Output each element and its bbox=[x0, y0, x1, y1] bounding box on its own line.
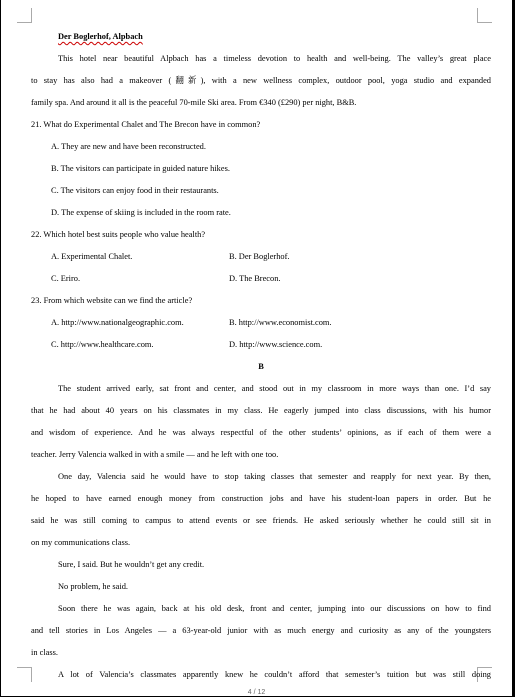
option: A. http://www.nationalgeographic.com. bbox=[51, 318, 184, 327]
page-content bbox=[31, 26, 491, 686]
passage-line: A lot of Valencia’s classmates apparently knew he couldn’t afford that semester’s tuition but was still doing bbox=[58, 670, 491, 679]
option: C. The visitors can enjoy food in their restaurants. bbox=[51, 186, 219, 195]
option-row bbox=[31, 246, 491, 268]
passage-line: Soon there he was again, back at his old desk, front and center, jumping into our discussions on how to find bbox=[58, 604, 491, 613]
passage-line: teacher. Jerry Valencia walked in with a smile — and he left with one too. bbox=[31, 450, 279, 459]
question-22: 22. Which hotel best suits people who value health? bbox=[31, 230, 206, 239]
crop-mark bbox=[17, 8, 32, 23]
crop-mark bbox=[17, 667, 32, 682]
passage-line: to stay has also had a makeover (翻新), with a new wellness complex, outdoor pool, yoga studio and expanded bbox=[31, 76, 491, 85]
page-number: 4 / 12 bbox=[247, 689, 266, 696]
question-21: 21. What do Experimental Chalet and The Brecon have in common? bbox=[31, 120, 261, 129]
passage-line: that he had about 40 years on his classmates in my class. He eagerly jumped into class discussions, with his humor bbox=[31, 406, 491, 415]
option: D. http://www.science.com. bbox=[229, 340, 323, 349]
passage-line: This hotel near beautiful Alpbach has a timeless devotion to health and well-being. The valley’s great place bbox=[58, 54, 491, 63]
option-row bbox=[31, 334, 491, 356]
passage-line: One day, Valencia said he would have to stop taking classes that semester and reapply for next year. By then, bbox=[58, 472, 491, 481]
section-heading: B bbox=[258, 362, 264, 371]
passage-line: on my communications class. bbox=[31, 538, 131, 547]
option: D. The expense of skiing is included in the room rate. bbox=[51, 208, 231, 217]
passage-line: said he was still coming to campus to attend events or see friends. He asked seriously whether he could still sit in bbox=[31, 516, 491, 525]
passage-line: and wisdom of experience. And he was always respectful of the other students’ opinions, as if each of them were a bbox=[31, 428, 491, 437]
crop-mark bbox=[477, 8, 492, 23]
option-row bbox=[31, 268, 491, 290]
option: B. http://www.economist.com. bbox=[229, 318, 332, 327]
option-row bbox=[31, 312, 491, 334]
passage-line: The student arrived early, sat front and center, and stood out in my classroom in more ways than one. I’d say bbox=[58, 384, 491, 393]
option: B. Der Boglerhof. bbox=[229, 252, 290, 261]
passage-title: Der Boglerhof, Alpbach bbox=[58, 32, 143, 41]
passage-line: he hoped to have earned enough money from construction jobs and have his student-loan papers in order. But he bbox=[31, 494, 491, 503]
option: C. Eriro. bbox=[51, 274, 81, 283]
option: B. The visitors can participate in guided nature hikes. bbox=[51, 164, 230, 173]
question-23: 23. From which website can we find the article? bbox=[31, 296, 193, 305]
option: D. The Brecon. bbox=[229, 274, 281, 283]
passage-line: in class. bbox=[31, 648, 58, 657]
passage-line: Sure, I said. But he wouldn’t get any credit. bbox=[58, 560, 205, 569]
passage-line: No problem, he said. bbox=[58, 582, 129, 591]
option: A. Experimental Chalet. bbox=[51, 252, 133, 261]
option: C. http://www.healthcare.com. bbox=[51, 340, 154, 349]
option: A. They are new and have been reconstructed. bbox=[51, 142, 206, 151]
passage-line: and tell stories in Los Angeles — a 63-year-old junior with as much energy and curiosity as any of the youngsters bbox=[31, 626, 491, 635]
passage-line: family spa. And around it all is the peaceful 70-mile Ski area. From €340 (£290) per night, B&B. bbox=[31, 98, 357, 107]
